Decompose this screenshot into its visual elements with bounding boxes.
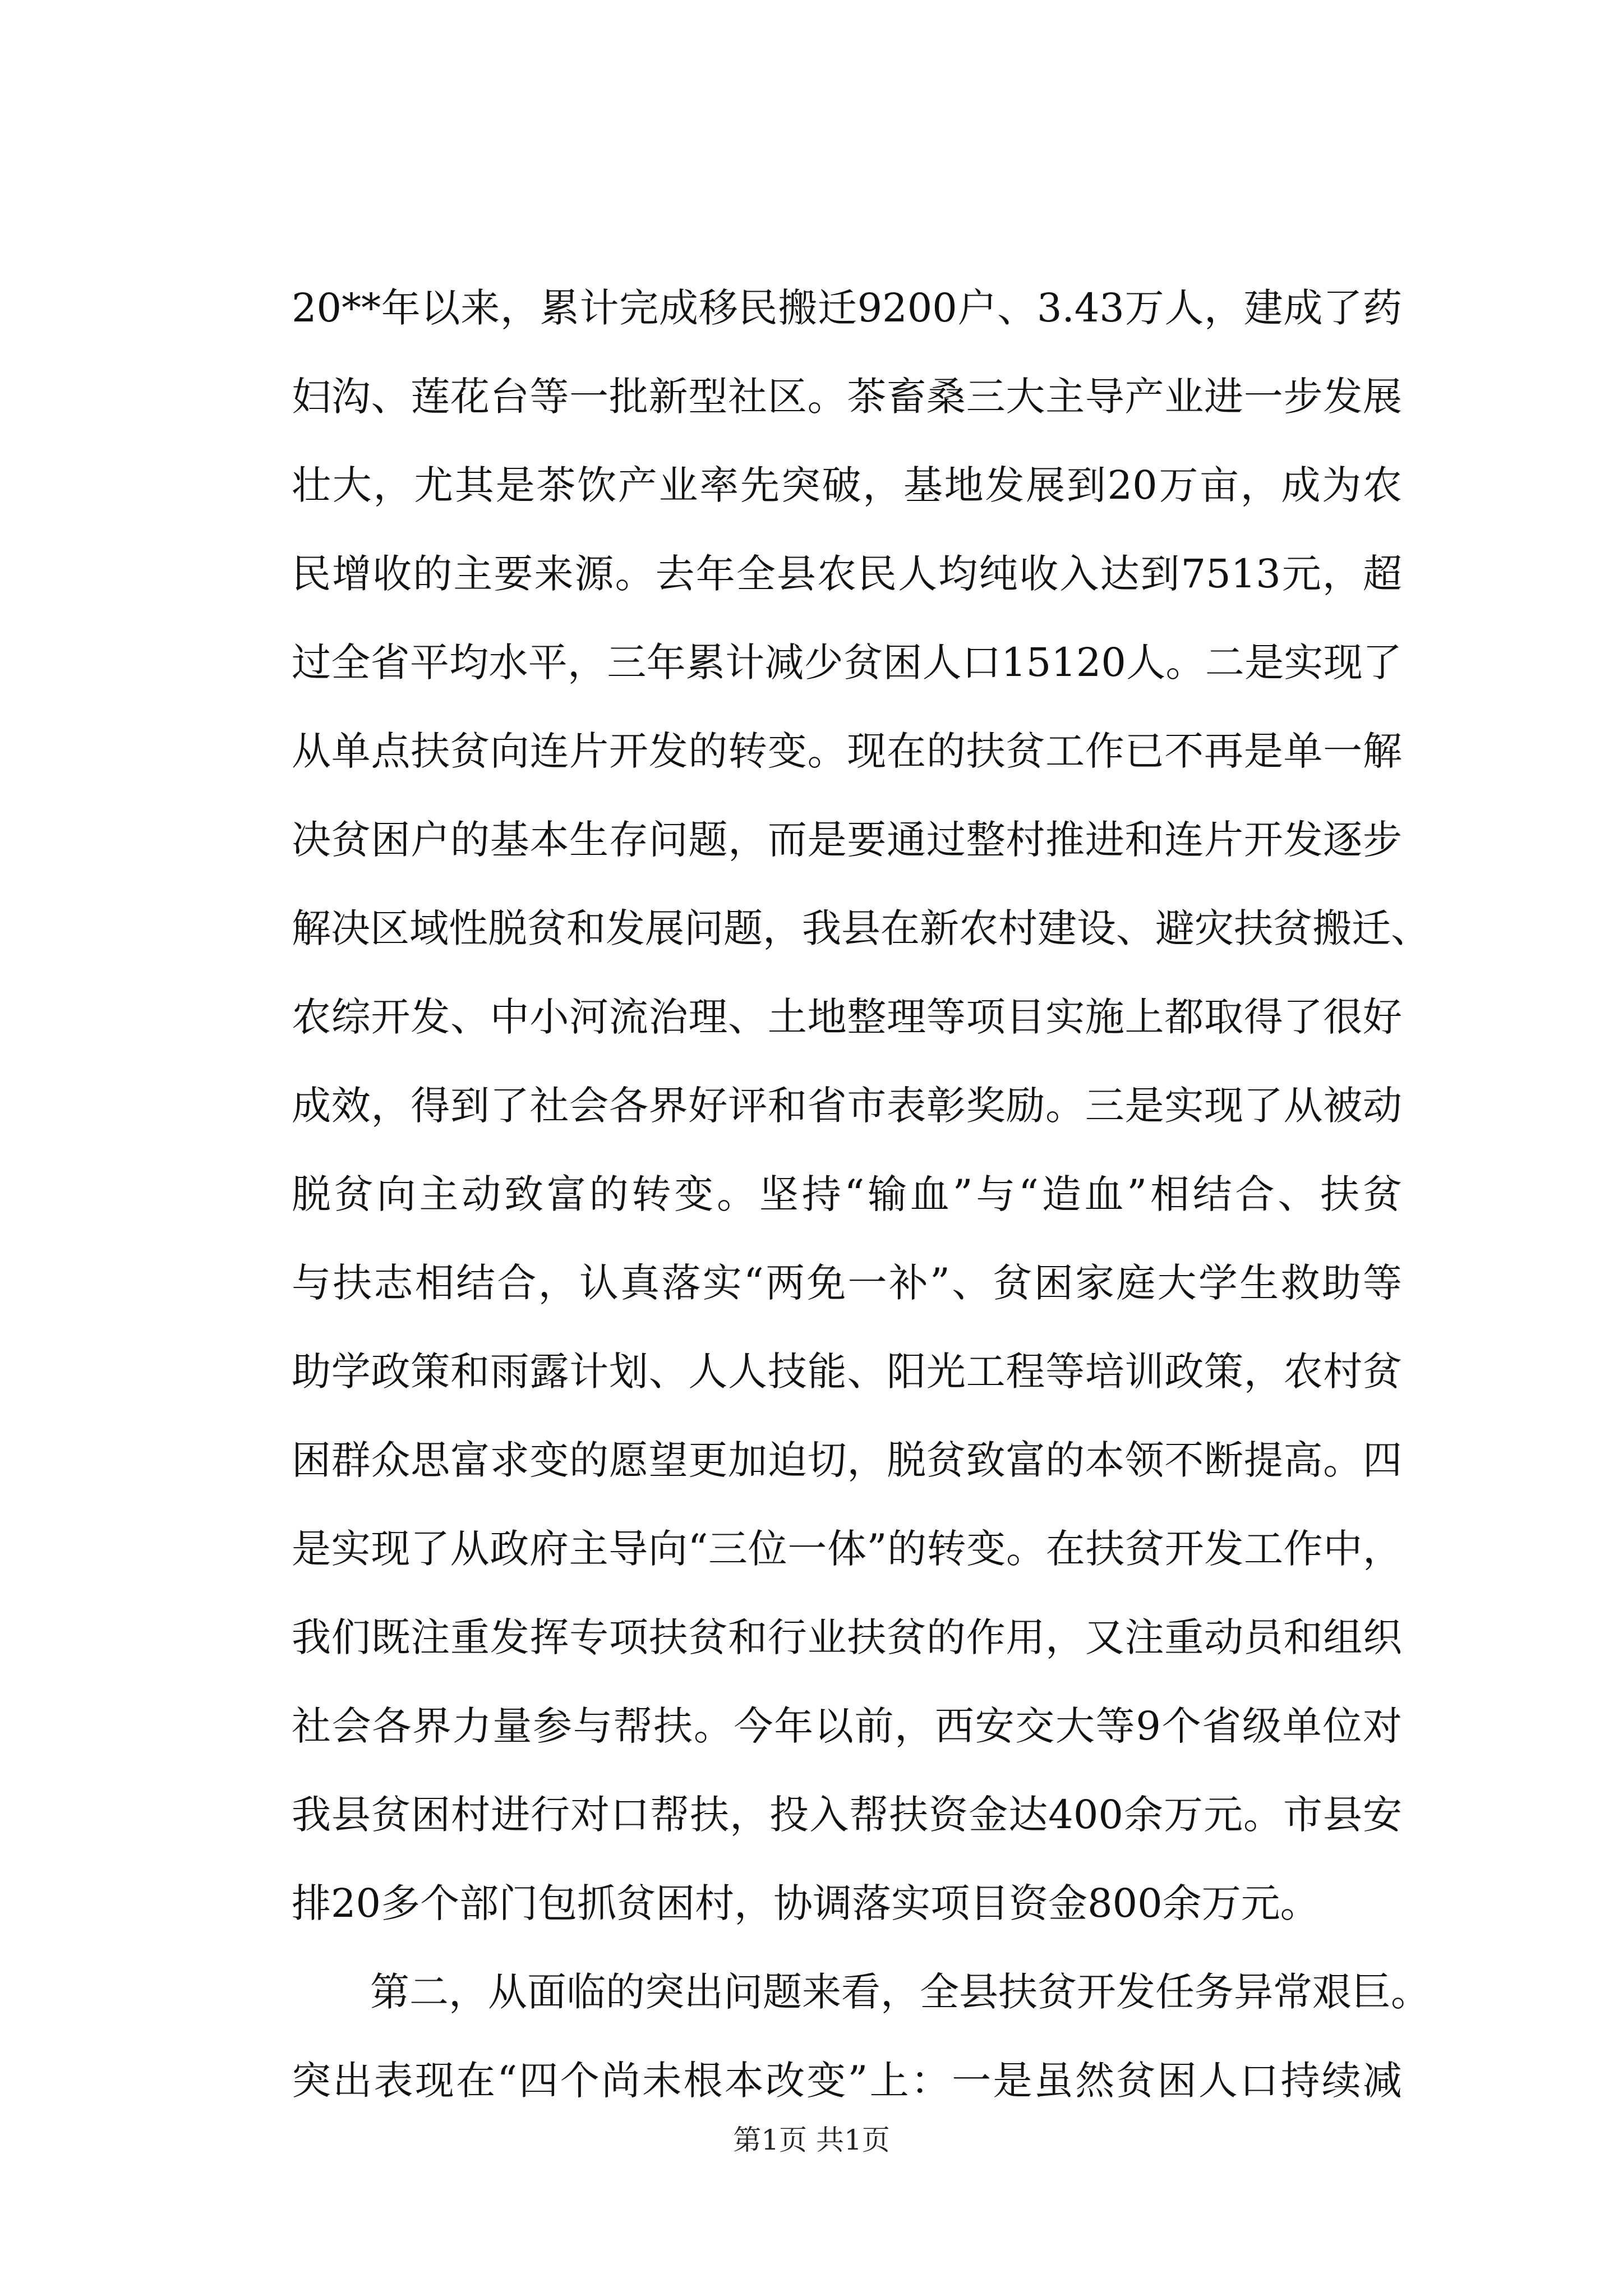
text-line: 决贫困户的基本生存问题，而是要通过整村推进和连片开发逐步 xyxy=(292,817,1402,863)
text-line: 脱贫向主动致富的转变。坚持“输血”与“造血”相结合、扶贫 xyxy=(292,1171,1402,1217)
text-line: 民增收的主要来源。去年全县农民人均纯收入达到7513元，超 xyxy=(292,551,1402,597)
text-line: 20**年以来，累计完成移民搬迁9200户、3.43万人，建成了药 xyxy=(292,285,1402,331)
text-line: 突出表现在“四个尚未根本改变”上：一是虽然贫困人口持续减 xyxy=(292,2058,1402,2104)
text-line: 助学政策和雨露计划、人人技能、阳光工程等培训政策，农村贫 xyxy=(292,1349,1402,1395)
page-footer: 第1页 共1页 xyxy=(733,2124,890,2156)
text-line: 排20多个部门包抓贫困村，协调落实项目资金800余万元。 xyxy=(292,1880,1320,1926)
text-line: 农综开发、中小河流治理、土地整理等项目实施上都取得了很好 xyxy=(292,994,1402,1040)
text-line: 我们既注重发挥专项扶贫和行业扶贫的作用，又注重动员和组织 xyxy=(292,1614,1402,1660)
text-line: 困群众思富求变的愿望更加迫切，脱贫致富的本领不断提高。四 xyxy=(292,1437,1402,1483)
text-line: 是实现了从政府主导向“三位一体”的转变。在扶贫开发工作中， xyxy=(292,1526,1402,1572)
text-line: 解决区域性脱贫和发展问题，我县在新农村建设、避灾扶贫搬迁、 xyxy=(292,905,1430,951)
text-line: 壮大，尤其是茶饮产业率先突破，基地发展到20万亩，成为农 xyxy=(292,462,1402,508)
body-text xyxy=(292,264,1430,2125)
text-line: 与扶志相结合，认真落实“两免一补”、贫困家庭大学生救助等 xyxy=(292,1260,1402,1306)
text-line: 社会各界力量参与帮扶。今年以前，西安交大等9个省级单位对 xyxy=(292,1703,1402,1749)
text-line: 过全省平均水平，三年累计减少贫困人口15120人。二是实现了 xyxy=(292,639,1402,685)
text-line: 我县贫困村进行对口帮扶，投入帮扶资金达400余万元。市县安 xyxy=(292,1792,1402,1838)
paragraph-first-line: 第二，从面临的突出问题来看，全县扶贫开发任务异常艰巨。 xyxy=(370,1969,1430,2015)
text-line: 成效，得到了社会各界好评和省市表彰奖励。三是实现了从被动 xyxy=(292,1083,1402,1129)
text-line: 从单点扶贫向连片开发的转变。现在的扶贫工作已不再是单一解 xyxy=(292,728,1402,774)
text-line: 妇沟、莲花台等一批新型社区。茶畜桑三大主导产业进一步发展 xyxy=(292,374,1402,420)
